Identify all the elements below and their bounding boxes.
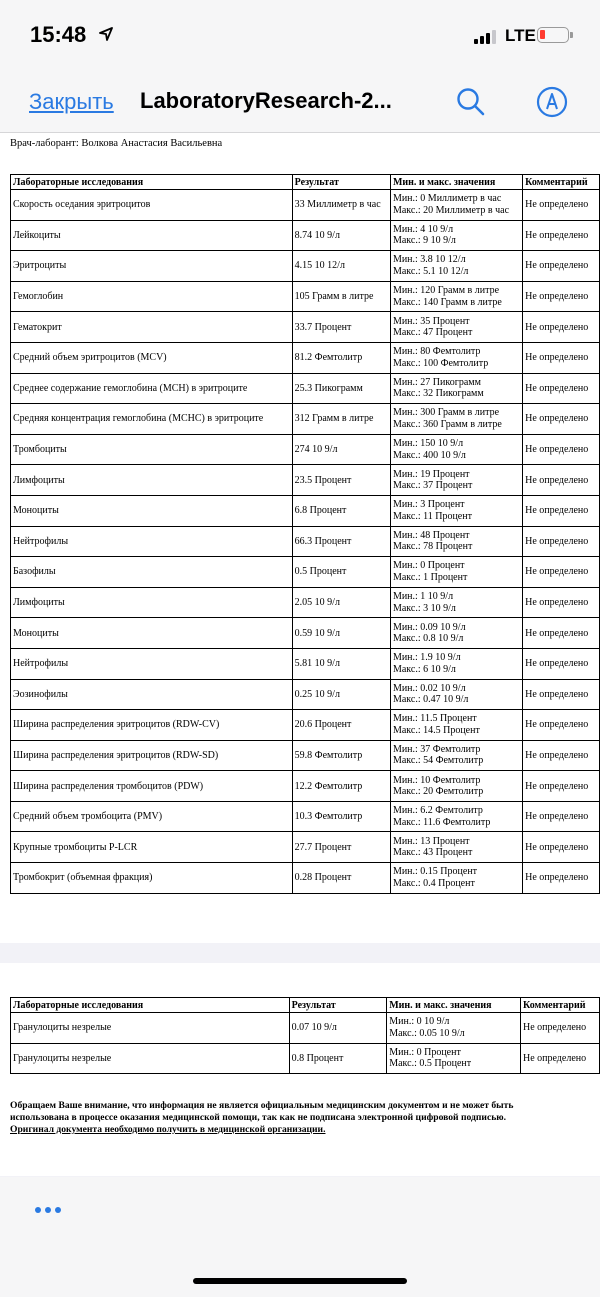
reference-range — [390, 404, 522, 435]
test-result: 0.59 10 9/л — [292, 618, 390, 649]
test-comment: Не определено — [523, 190, 600, 221]
range-min: Мин.: 1.9 10 9/л — [392, 652, 461, 664]
status-bar — [0, 0, 600, 72]
test-name: Гранулоциты незрелые — [11, 1043, 290, 1074]
search-icon[interactable] — [455, 86, 487, 118]
test-result: 23.5 Процент — [292, 465, 390, 496]
reference-range — [390, 771, 522, 802]
test-comment: Не определено — [523, 281, 600, 312]
range-max: Макс.: 3 10 9/л — [392, 602, 456, 614]
notice-line: использована в процессе оказания медицинской помощи, так как не подписана электронной цифровой подписью. — [10, 1112, 507, 1123]
range-min: Мин.: 300 Грамм в литре — [392, 407, 500, 419]
test-name: Моноциты — [11, 495, 293, 526]
test-comment: Не определено — [523, 465, 600, 496]
test-result: 81.2 Фемтолитр — [292, 342, 390, 373]
reference-range — [390, 648, 522, 679]
range-min: Мин.: 0.09 10 9/л — [392, 621, 466, 633]
table-row — [11, 1043, 600, 1074]
table-row — [11, 648, 600, 679]
more-icon[interactable] — [35, 1204, 65, 1216]
range-max: Макс.: 1 Процент — [392, 571, 468, 583]
test-name: Гематокрит — [11, 312, 293, 343]
test-result: 10.3 Фемтолитр — [292, 801, 390, 832]
test-result: 20.6 Процент — [292, 710, 390, 741]
reference-range — [387, 1013, 521, 1044]
test-name: Тромбокрит (объемная фракция) — [11, 863, 293, 894]
test-comment: Не определено — [523, 618, 600, 649]
table-row — [11, 618, 600, 649]
test-comment: Не определено — [523, 526, 600, 557]
test-result: 0.07 10 9/л — [289, 1013, 387, 1044]
range-min: Мин.: 1 10 9/л — [392, 591, 454, 603]
test-name: Лимфоциты — [11, 465, 293, 496]
range-min: Мин.: 0 Процент — [392, 560, 465, 572]
test-result: 105 Грамм в литре — [292, 281, 390, 312]
test-name: Эритроциты — [11, 251, 293, 282]
table-row — [11, 679, 600, 710]
test-name: Лимфоциты — [11, 587, 293, 618]
range-max: Макс.: 43 Процент — [392, 847, 473, 859]
reference-range — [387, 1043, 521, 1074]
status-time: 15:48 — [30, 22, 87, 47]
range-max: Макс.: 9 10 9/л — [392, 235, 456, 247]
range-max: Макс.: 360 Грамм в литре — [392, 418, 502, 430]
range-min: Мин.: 0.02 10 9/л — [392, 682, 466, 694]
range-max: Макс.: 78 Процент — [392, 541, 473, 553]
table-header-row — [11, 998, 600, 1013]
range-min: Мин.: 4 10 9/л — [392, 223, 454, 235]
table-row — [11, 465, 600, 496]
test-name: Гранулоциты незрелые — [11, 1013, 290, 1044]
results-table — [10, 174, 600, 894]
location-arrow-icon — [99, 27, 113, 41]
range-min: Мин.: 0 Миллиметр в час — [392, 193, 502, 205]
test-name: Гемоглобин — [11, 281, 293, 312]
test-result: 0.28 Процент — [292, 863, 390, 894]
reference-range — [390, 710, 522, 741]
table-row — [11, 863, 600, 894]
test-name: Крупные тромбоциты P-LCR — [11, 832, 293, 863]
test-name: Лейкоциты — [11, 220, 293, 251]
test-name: Моноциты — [11, 618, 293, 649]
test-name: Среднее содержание гемоглобина (MCH) в эритроците — [11, 373, 293, 404]
doctor-line: Врач-лаборант: Волкова Анастасия Васильевна — [10, 138, 223, 149]
range-min: Мин.: 3.8 10 12/л — [392, 254, 466, 266]
test-comment: Не определено — [523, 771, 600, 802]
range-min: Мин.: 11.5 Процент — [392, 713, 477, 725]
test-comment: Не определено — [520, 1043, 599, 1074]
notice-line: Оригинал документа необходимо получить в медицинской организации. — [10, 1124, 326, 1135]
range-max: Макс.: 100 Фемтолитр — [392, 357, 489, 369]
range-max: Макс.: 0.4 Процент — [392, 877, 475, 889]
range-max: Макс.: 37 Процент — [392, 480, 473, 492]
table-row — [11, 495, 600, 526]
range-max: Макс.: 47 Процент — [392, 327, 473, 339]
table-row — [11, 190, 600, 221]
table-row — [11, 526, 600, 557]
table-row — [11, 312, 600, 343]
range-max: Макс.: 32 Пикограмм — [392, 388, 484, 400]
test-name: Базофилы — [11, 557, 293, 588]
range-max: Макс.: 20 Фемтолитр — [392, 786, 484, 798]
markup-pen-icon[interactable] — [536, 86, 568, 118]
results-table-continued — [10, 997, 600, 1074]
test-name: Ширина распределения эритроцитов (RDW-SD) — [11, 740, 293, 771]
range-min: Мин.: 3 Процент — [392, 499, 465, 511]
test-comment: Не определено — [523, 495, 600, 526]
nav-bar — [0, 72, 600, 133]
table-header-row — [11, 175, 600, 190]
table-row — [11, 710, 600, 741]
test-comment: Не определено — [523, 434, 600, 465]
range-max: Макс.: 400 10 9/л — [392, 449, 466, 461]
test-comment: Не определено — [523, 312, 600, 343]
range-max: Макс.: 11 Процент — [392, 510, 472, 522]
header-cell: Комментарий — [523, 175, 600, 190]
test-comment: Не определено — [523, 740, 600, 771]
test-result: 8.74 10 9/л — [292, 220, 390, 251]
header-cell: Лабораторные исследования — [11, 998, 290, 1013]
range-min: Мин.: 27 Пикограмм — [392, 376, 481, 388]
reference-range — [390, 801, 522, 832]
table-row — [11, 251, 600, 282]
test-result: 33.7 Процент — [292, 312, 390, 343]
range-min: Мин.: 80 Фемтолитр — [392, 346, 481, 358]
reference-range — [390, 190, 522, 221]
document-page-1[interactable] — [0, 133, 600, 943]
test-comment: Не определено — [523, 863, 600, 894]
range-min: Мин.: 150 10 9/л — [392, 438, 464, 450]
test-result: 27.7 Процент — [292, 832, 390, 863]
close-button[interactable]: Закрыть — [29, 89, 114, 114]
test-name: Средний объем эритроцитов (MCV) — [11, 342, 293, 373]
test-name: Нейтрофилы — [11, 648, 293, 679]
test-comment: Не определено — [523, 587, 600, 618]
table-row — [11, 557, 600, 588]
test-result: 312 Грамм в литре — [292, 404, 390, 435]
test-comment: Не определено — [523, 404, 600, 435]
reference-range — [390, 495, 522, 526]
test-result: 33 Миллиметр в час — [292, 190, 390, 221]
range-max: Макс.: 0.8 10 9/л — [392, 633, 464, 645]
range-max: Макс.: 0.47 10 9/л — [392, 694, 469, 706]
range-max: Макс.: 11.6 Фемтолитр — [392, 816, 491, 828]
table-row — [11, 220, 600, 251]
reference-range — [390, 557, 522, 588]
header-cell: Результат — [292, 175, 390, 190]
reference-range — [390, 679, 522, 710]
table-row — [11, 373, 600, 404]
test-comment: Не определено — [523, 679, 600, 710]
test-comment: Не определено — [523, 251, 600, 282]
home-indicator[interactable] — [193, 1278, 407, 1284]
reference-range — [390, 281, 522, 312]
range-max: Макс.: 0.05 10 9/л — [389, 1027, 465, 1039]
test-result: 66.3 Процент — [292, 526, 390, 557]
test-name: Ширина распределения эритроцитов (RDW-CV) — [11, 710, 293, 741]
test-result: 0.25 10 9/л — [292, 679, 390, 710]
reference-range — [390, 434, 522, 465]
bottom-toolbar — [0, 1177, 600, 1297]
range-max: Макс.: 20 Миллиметр в час — [392, 204, 510, 216]
range-min: Мин.: 0.15 Процент — [392, 866, 478, 878]
range-max: Макс.: 6 10 9/л — [392, 663, 456, 675]
range-min: Мин.: 0 Процент — [389, 1046, 461, 1058]
header-cell: Мин. и макс. значения — [390, 175, 522, 190]
document-page-2[interactable] — [0, 963, 600, 1176]
test-name: Тромбоциты — [11, 434, 293, 465]
range-min: Мин.: 37 Фемтолитр — [392, 743, 481, 755]
reference-range — [390, 465, 522, 496]
range-max: Макс.: 5.1 10 12/л — [392, 265, 469, 277]
signal-icon — [474, 30, 498, 44]
test-result: 0.8 Процент — [289, 1043, 387, 1074]
table-row — [11, 281, 600, 312]
table-row — [11, 434, 600, 465]
document-title: LaboratoryResearch-2... — [140, 88, 392, 113]
test-comment: Не определено — [523, 342, 600, 373]
test-result: 59.8 Фемтолитр — [292, 740, 390, 771]
test-name: Нейтрофилы — [11, 526, 293, 557]
battery-icon — [537, 27, 569, 43]
range-min: Мин.: 13 Процент — [392, 835, 470, 847]
test-result: 12.2 Фемтолитр — [292, 771, 390, 802]
table-row — [11, 404, 600, 435]
test-name: Скорость оседания эритроцитов — [11, 190, 293, 221]
test-result: 274 10 9/л — [292, 434, 390, 465]
header-cell: Комментарий — [520, 998, 599, 1013]
range-min: Мин.: 19 Процент — [392, 468, 470, 480]
range-min: Мин.: 10 Фемтолитр — [392, 774, 481, 786]
table-row — [11, 740, 600, 771]
range-max: Макс.: 0.5 Процент — [389, 1058, 472, 1070]
header-cell: Лабораторные исследования — [11, 175, 293, 190]
notice-line: Обращаем Ваше внимание, что информация не является официальным медицинским документом и не может быть — [10, 1100, 514, 1111]
reference-range — [390, 618, 522, 649]
test-comment: Не определено — [523, 710, 600, 741]
reference-range — [390, 863, 522, 894]
reference-range — [390, 220, 522, 251]
reference-range — [390, 740, 522, 771]
test-result: 25.3 Пикограмм — [292, 373, 390, 404]
test-name: Ширина распределения тромбоцитов (PDW) — [11, 771, 293, 802]
range-min: Мин.: 120 Грамм в литре — [392, 285, 500, 297]
reference-range — [390, 342, 522, 373]
test-result: 0.5 Процент — [292, 557, 390, 588]
disclaimer-notice — [10, 1100, 600, 1136]
table-row — [11, 832, 600, 863]
test-name: Эозинофилы — [11, 679, 293, 710]
reference-range — [390, 312, 522, 343]
test-comment: Не определено — [523, 557, 600, 588]
table-row — [11, 801, 600, 832]
test-result: 6.8 Процент — [292, 495, 390, 526]
test-comment: Не определено — [523, 373, 600, 404]
reference-range — [390, 251, 522, 282]
reference-range — [390, 832, 522, 863]
table-row — [11, 771, 600, 802]
reference-range — [390, 373, 522, 404]
test-comment: Не определено — [523, 648, 600, 679]
header-cell: Мин. и макс. значения — [387, 998, 521, 1013]
network-type: LTE — [505, 26, 536, 45]
header-cell: Результат — [289, 998, 387, 1013]
range-min: Мин.: 0 10 9/л — [389, 1016, 450, 1028]
range-max: Макс.: 140 Грамм в литре — [392, 296, 502, 308]
range-min: Мин.: 35 Процент — [392, 315, 470, 327]
reference-range — [390, 526, 522, 557]
test-name: Средний объем тромбоцита (PMV) — [11, 801, 293, 832]
test-name: Средняя концентрация гемоглобина (MCHC) в эритроците — [11, 404, 293, 435]
test-comment: Не определено — [520, 1013, 599, 1044]
test-result: 5.81 10 9/л — [292, 648, 390, 679]
range-max: Макс.: 54 Фемтолитр — [392, 755, 484, 767]
range-min: Мин.: 6.2 Фемтолитр — [392, 805, 483, 817]
table-row — [11, 1013, 600, 1044]
test-result: 2.05 10 9/л — [292, 587, 390, 618]
reference-range — [390, 587, 522, 618]
test-comment: Не определено — [523, 801, 600, 832]
test-comment: Не определено — [523, 832, 600, 863]
test-comment: Не определено — [523, 220, 600, 251]
table-row — [11, 587, 600, 618]
range-max: Макс.: 14.5 Процент — [392, 724, 480, 736]
range-min: Мин.: 48 Процент — [392, 529, 470, 541]
table-row — [11, 342, 600, 373]
test-result: 4.15 10 12/л — [292, 251, 390, 282]
